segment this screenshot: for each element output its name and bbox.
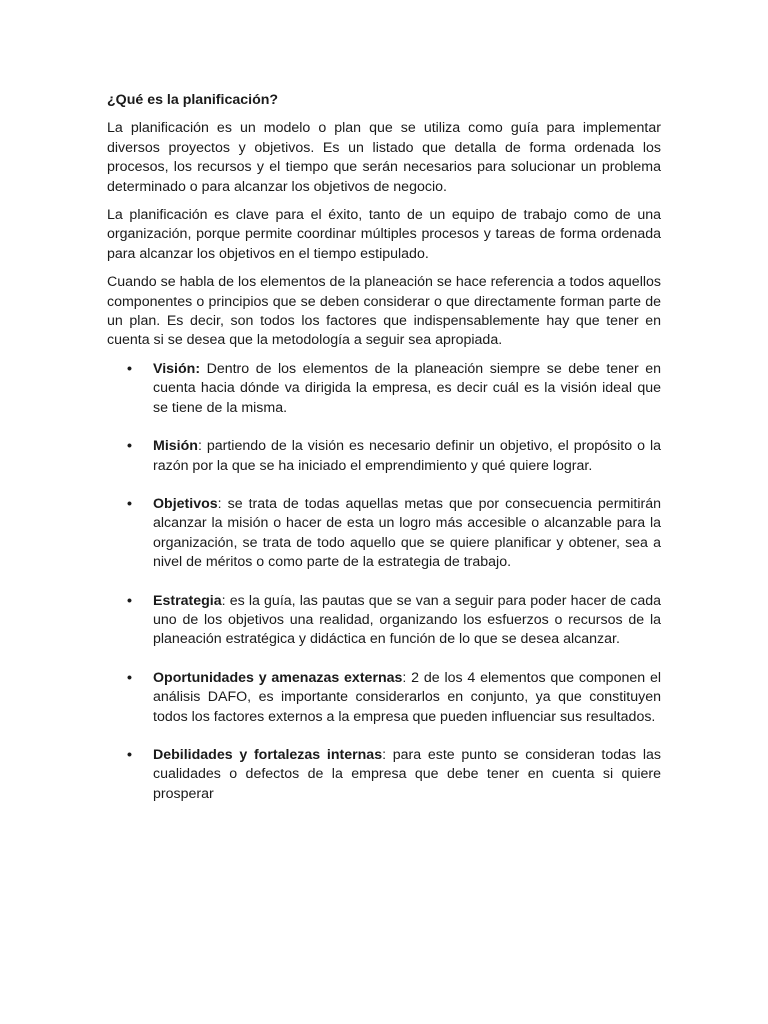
paragraph-definition: La planificación es un modelo o plan que se utiliza como guía para implementar diversos proyectos y objetivos. Es un listado que detalla de forma ordenada los procesos, los recursos y el tiempo que serán necesarios para solucionar un problema determinado o para alcanzar los objetivos de negocio. bbox=[107, 120, 661, 195]
bullet-icon: • bbox=[127, 495, 132, 512]
list-item-estrategia bbox=[107, 592, 661, 650]
item-text: : es la guía, las pautas que se van a seguir para poder hacer de cada uno de los objetivos una realidad, organizando los esfuerzos o recursos de la planeación estratégica y didáctica en función de lo que se desea alcanzar. bbox=[153, 592, 661, 648]
bullet-icon: • bbox=[127, 669, 132, 686]
item-term: Misión bbox=[153, 438, 198, 455]
list-item-mision bbox=[107, 437, 661, 476]
bullet-icon: • bbox=[127, 438, 132, 455]
bullet-icon: • bbox=[127, 592, 132, 609]
list-item-debilidades bbox=[107, 746, 661, 804]
document-heading: ¿Qué es la planificación? bbox=[107, 92, 279, 108]
list-item-oportunidades bbox=[107, 669, 661, 727]
item-term: Estrategia bbox=[153, 592, 222, 609]
item-text: : partiendo de la visión es necesario definir un objetivo, el propósito o la razón por la que se ha iniciado el emprendimiento y qué quiere lograr. bbox=[153, 438, 661, 474]
bullet-icon: • bbox=[127, 746, 132, 763]
item-text: : para este punto se consideran todas las cualidades o defectos de la empresa que debe tener en cuenta si quiere prosperar bbox=[153, 746, 661, 802]
item-term: Debilidades y fortalezas internas bbox=[153, 746, 383, 763]
list-item-vision bbox=[107, 360, 661, 418]
list-item-objetivos bbox=[107, 495, 661, 573]
item-text: : se trata de todas aquellas metas que por consecuencia permitirán alcanzar la misión o hacer de esta un logro más accesible o alcanzable para la organización, se trata de todo aquello que se quiere planificar y obtener, sea a nivel de méritos o como parte de la estrategia de trabajo. bbox=[153, 495, 661, 571]
paragraph-elements-intro: Cuando se habla de los elementos de la planeación se hace referencia a todos aquellos componentes o principios que se deben considerar o que directamente forman parte de un plan. Es decir, son todos los factores que indispensablemente hay que tener en cuenta si se desea que la metodología a seguir sea apropiada. bbox=[107, 274, 661, 349]
paragraph-importance: La planificación es clave para el éxito, tanto de un equipo de trabajo como de una organización, porque permite coordinar múltiples procesos y tareas de forma ordenada para alcanzar los objetivos en el tiempo estipulado. bbox=[107, 207, 661, 262]
document-page bbox=[107, 91, 661, 823]
item-term: Objetivos bbox=[153, 495, 218, 512]
elements-list bbox=[107, 360, 661, 804]
item-text: : 2 de los 4 elementos que componen el análisis DAFO, es importante considerarlos en conjunto, ya que constituyen todos los factores externos a la empresa que pueden influenciar sus resultados. bbox=[153, 669, 661, 725]
bullet-icon: • bbox=[127, 360, 132, 377]
item-term: Visión: bbox=[153, 360, 201, 377]
item-text: Dentro de los elementos de la planeación siempre se debe tener en cuenta hacia dónde va dirigida la empresa, es decir cuál es la visión ideal que se tiene de la misma. bbox=[153, 360, 661, 416]
item-term: Oportunidades y amenazas externas bbox=[153, 669, 403, 686]
